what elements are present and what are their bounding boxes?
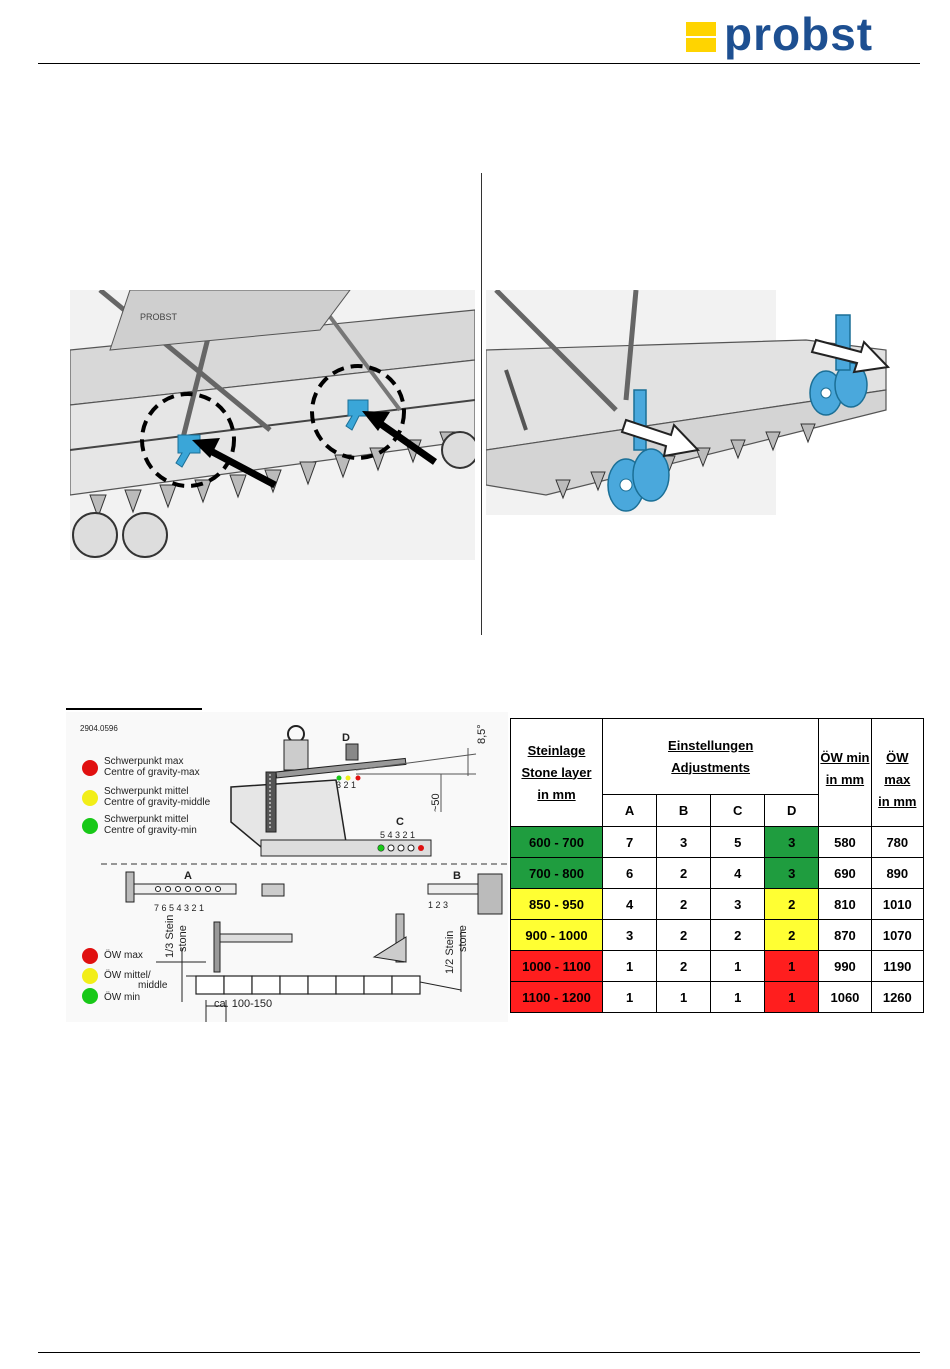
row-c: 2 xyxy=(711,920,765,951)
row-ow-min: 810 xyxy=(819,889,871,920)
logo-mark xyxy=(686,22,716,52)
table-row xyxy=(511,827,924,858)
label-left-stone-2: stone xyxy=(177,925,189,952)
row-a: 3 xyxy=(603,920,657,951)
label-c-nums: 5 4 3 2 1 xyxy=(380,830,416,840)
row-d: 2 xyxy=(765,920,819,951)
row-c: 4 xyxy=(711,858,765,889)
row-c: 3 xyxy=(711,889,765,920)
row-b: 2 xyxy=(657,951,711,982)
label-right-stone-2: stone xyxy=(457,925,469,952)
row-ow-min: 990 xyxy=(819,951,871,982)
table-row xyxy=(511,951,924,982)
row-range: 600 - 700 xyxy=(511,827,603,858)
label-c: C xyxy=(396,816,404,828)
ow-mid-dot xyxy=(82,968,98,984)
cog-min-label-en: Centre of gravity-min xyxy=(104,825,197,836)
header-col-b: B xyxy=(657,795,711,827)
row-b: 1 xyxy=(657,982,711,1013)
row-a: 1 xyxy=(603,951,657,982)
ow-max-label: ÖW max xyxy=(104,950,143,961)
ow-mid-label-2: middle xyxy=(138,980,168,991)
label-gap: ca. 100-150 xyxy=(214,998,273,1010)
cog-mid-label-de: Schwerpunkt mittel xyxy=(104,786,189,797)
row-d: 2 xyxy=(765,889,819,920)
row-range: 1000 - 1100 xyxy=(511,951,603,982)
row-ow-max: 890 xyxy=(871,858,923,889)
row-ow-max: 780 xyxy=(871,827,923,858)
photo-divider xyxy=(481,173,482,635)
row-a: 7 xyxy=(603,827,657,858)
label-b: B xyxy=(453,870,461,882)
logo-text: probst xyxy=(724,8,874,60)
row-ow-min: 1060 xyxy=(819,982,871,1013)
label-b-nums: 1 2 3 xyxy=(428,900,449,910)
header-col-d: D xyxy=(765,795,819,827)
header-col-c: C xyxy=(711,795,765,827)
header-ow-min: ÖW min in mm xyxy=(819,719,871,827)
label-d: D xyxy=(342,732,350,744)
label-left-stone-1: 1/3 Stein xyxy=(164,914,176,958)
svg-text:PROBST: PROBST xyxy=(140,312,178,322)
ref-number: 2904.0596 xyxy=(80,724,118,733)
ow-mid-label-1: ÖW mittel/ xyxy=(104,970,151,981)
row-range: 850 - 950 xyxy=(511,889,603,920)
cog-max-label-de: Schwerpunkt max xyxy=(104,756,184,767)
header-rule xyxy=(38,63,920,64)
row-ow-max: 1070 xyxy=(871,920,923,951)
label-height: ~50 xyxy=(430,793,442,812)
row-a: 1 xyxy=(603,982,657,1013)
ow-max-dot xyxy=(82,948,98,964)
row-c: 1 xyxy=(711,982,765,1013)
table-row xyxy=(511,889,924,920)
row-range: 1100 - 1200 xyxy=(511,982,603,1013)
row-ow-min: 690 xyxy=(819,858,871,889)
row-c: 5 xyxy=(711,827,765,858)
row-c: 1 xyxy=(711,951,765,982)
ow-min-label: ÖW min xyxy=(104,992,141,1003)
row-range: 900 - 1000 xyxy=(511,920,603,951)
row-d: 3 xyxy=(765,827,819,858)
table-row xyxy=(511,858,924,889)
table-row xyxy=(511,920,924,951)
header-adjustments: Einstellungen Adjustments xyxy=(603,719,819,795)
row-b: 2 xyxy=(657,858,711,889)
label-a-nums: 7 6 5 4 3 2 1 xyxy=(154,903,205,913)
left-photo-adjust-pins xyxy=(70,290,475,560)
row-ow-max: 1010 xyxy=(871,889,923,920)
right-photo-wheels-outward xyxy=(486,290,896,515)
row-range: 700 - 800 xyxy=(511,858,603,889)
row-d: 1 xyxy=(765,982,819,1013)
cog-min-label-de: Schwerpunkt mittel xyxy=(104,814,189,825)
row-b: 3 xyxy=(657,827,711,858)
header-stone-layer: Steinlage Stone layer in mm xyxy=(511,719,603,827)
adjustment-table xyxy=(510,718,924,1013)
row-ow-max: 1190 xyxy=(871,951,923,982)
header-col-a: A xyxy=(603,795,657,827)
label-angle: 8,5° xyxy=(476,724,488,744)
label-d-nums: 3 2 1 xyxy=(336,780,357,790)
ow-min-dot xyxy=(82,988,98,1004)
row-ow-min: 870 xyxy=(819,920,871,951)
row-ow-max: 1260 xyxy=(871,982,923,1013)
row-a: 4 xyxy=(603,889,657,920)
setup-diagram xyxy=(66,712,508,1022)
row-d: 3 xyxy=(765,858,819,889)
label-right-stone-1: 1/2 Stein xyxy=(444,930,456,974)
cog-mid-label-en: Centre of gravity-middle xyxy=(104,797,211,808)
row-b: 2 xyxy=(657,889,711,920)
table-row xyxy=(511,982,924,1013)
probst-logo xyxy=(686,8,916,60)
row-b: 2 xyxy=(657,920,711,951)
row-ow-min: 580 xyxy=(819,827,871,858)
cog-max-label-en: Centre of gravity-max xyxy=(104,767,200,778)
row-a: 6 xyxy=(603,858,657,889)
footer-rule xyxy=(38,1352,920,1353)
header-ow-max: ÖW max in mm xyxy=(871,719,923,827)
row-d: 1 xyxy=(765,951,819,982)
label-a: A xyxy=(184,870,192,882)
section-rule xyxy=(66,708,202,710)
